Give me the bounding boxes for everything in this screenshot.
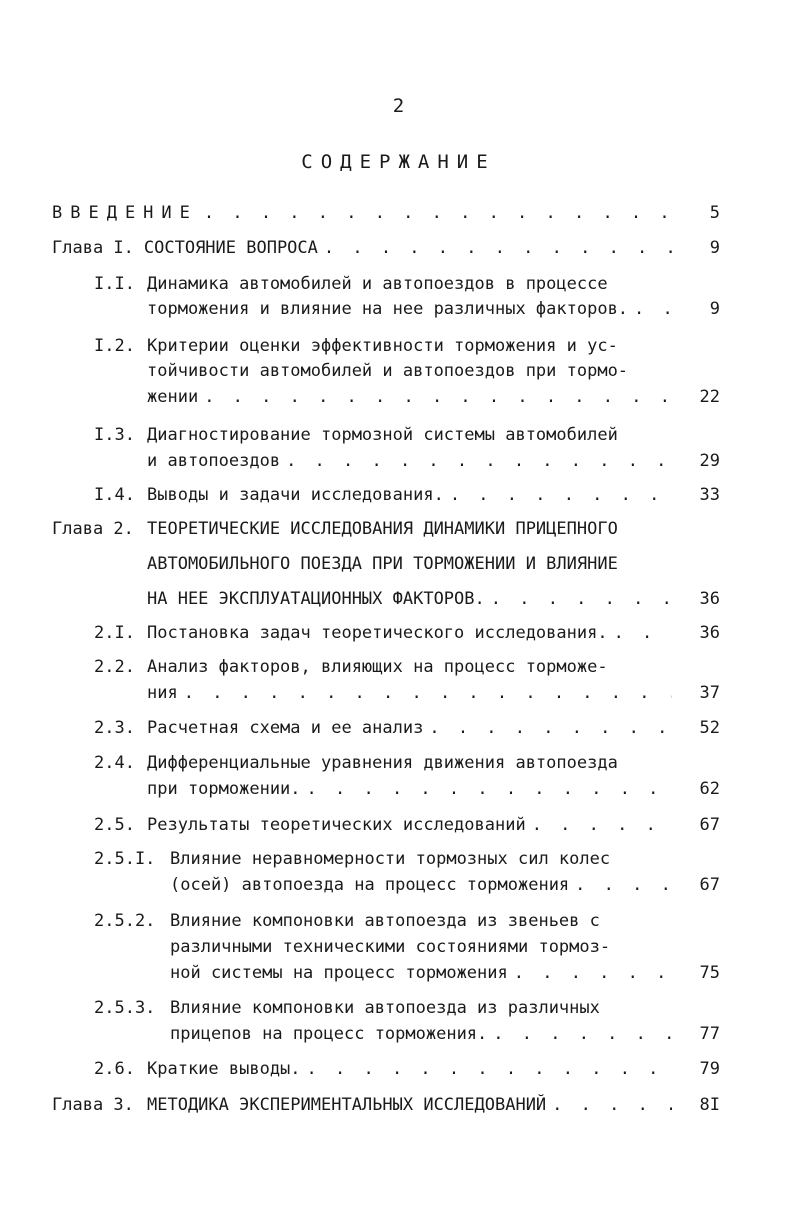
toc-number: Глава I. — [52, 238, 134, 258]
toc-line: ТЕОРЕТИЧЕСКИЕ ИССЛЕДОВАНИЯ ДИНАМИКИ ПРИЦЕПНОГО — [147, 519, 618, 539]
toc-number: 2.4. — [94, 753, 135, 773]
toc-number: I.I. — [94, 274, 135, 294]
toc-page: 5 — [709, 203, 720, 223]
toc-entry-1-2 — [147, 385, 672, 409]
toc-line: Критерии оценки эффективности торможения и ус- — [147, 336, 618, 356]
toc-line: Динамика автомобилей и автопоездов в процессе — [147, 274, 608, 294]
toc-page: 79 — [699, 1059, 720, 1079]
leader-dots — [569, 873, 672, 897]
toc-page: 33 — [699, 485, 720, 505]
toc-entry-2-5 — [147, 813, 672, 837]
toc-number: 2.5.I. — [94, 849, 156, 869]
leader-dots — [198, 201, 672, 225]
toc-line: (осей) автопоезда на процесс торможения — [170, 875, 570, 895]
toc-number: I.3. — [94, 425, 135, 445]
toc-page: 36 — [699, 589, 720, 609]
toc-line: Влияние компоновки автопоезда из различных — [170, 998, 600, 1018]
toc-entry-2-6 — [147, 1057, 672, 1081]
toc-entry-chapter-2 — [147, 587, 672, 611]
toc-page: 9 — [709, 238, 720, 258]
toc-line: Расчетная схема и ее анализ — [147, 718, 424, 738]
toc-line: различными техническими состояниями тормоз- — [170, 937, 611, 957]
page-title: СОДЕРЖАНИЕ — [301, 151, 496, 173]
leader-dots — [423, 716, 672, 740]
toc-page: 77 — [699, 1024, 720, 1044]
toc-entry-1-1 — [147, 297, 672, 321]
toc-line: Выводы и задачи исследования. — [147, 485, 444, 505]
toc-page: 75 — [699, 963, 720, 983]
toc-page: 67 — [699, 875, 720, 895]
leader-dots — [508, 961, 672, 985]
leader-dots — [318, 236, 672, 260]
toc-entry-2-1 — [147, 621, 672, 645]
toc-number: I.2. — [94, 336, 135, 356]
leader-dots — [485, 587, 672, 611]
toc-number: 2.5. — [94, 815, 135, 835]
toc-page: 29 — [699, 451, 720, 471]
toc-line: Влияние компоновки автопоезда из звеньев с — [170, 911, 600, 931]
toc-entry-1-4 — [147, 483, 672, 507]
toc-entry-1-3 — [147, 449, 672, 473]
toc-page: 37 — [699, 683, 720, 703]
leader-dots — [178, 681, 672, 705]
toc-page: 8I — [699, 1095, 720, 1115]
toc-line: МЕТОДИКА ЭКСПЕРИМЕНТАЛЬНЫХ ИССЛЕДОВАНИЙ — [147, 1095, 547, 1115]
toc-line: торможения и влияние на нее различных факторов. — [147, 299, 629, 319]
toc-number: 2.I. — [94, 623, 135, 643]
leader-dots — [444, 483, 672, 507]
toc-page: 22 — [699, 387, 720, 407]
leader-dots — [526, 813, 672, 837]
toc-page: 36 — [699, 623, 720, 643]
toc-line: Краткие выводы. — [147, 1059, 301, 1079]
toc-line: АВТОМОБИЛЬНОГО ПОЕЗДА ПРИ ТОРМОЖЕНИИ И ВЛИЯНИЕ — [147, 554, 618, 574]
toc-page: 52 — [699, 718, 720, 738]
toc-page: 67 — [699, 815, 720, 835]
leader-dots — [301, 1057, 672, 1081]
toc-number: Глава 3. — [52, 1095, 134, 1115]
toc-entry-2-3 — [147, 716, 672, 740]
toc-page: 62 — [699, 779, 720, 799]
toc-entry-intro — [52, 201, 672, 225]
toc-entry-2-5-3 — [170, 1022, 672, 1046]
toc-number: 2.6. — [94, 1059, 135, 1079]
page-number: 2 — [392, 95, 405, 117]
toc-entry-chapter-3 — [147, 1093, 672, 1117]
toc-line: и автопоездов — [147, 451, 281, 471]
toc-number: Глава 2. — [52, 519, 134, 539]
toc-label: СОСТОЯНИЕ ВОПРОСА — [143, 238, 318, 258]
leader-dots — [198, 385, 672, 409]
toc-entry-2-5-2 — [170, 961, 672, 985]
toc-line: НА НЕЕ ЭКСПЛУАТАЦИОННЫХ ФАКТОРОВ. — [147, 589, 485, 609]
toc-number: 2.5.3. — [94, 998, 156, 1018]
leader-dots — [487, 1022, 672, 1046]
toc-line: Диагностирование тормозной системы автомобилей — [147, 425, 618, 445]
toc-entry-2-2 — [147, 681, 672, 705]
leader-dots — [301, 777, 672, 801]
leader-dots — [546, 1093, 672, 1117]
toc-line: при торможении. — [147, 779, 301, 799]
toc-entry-2-5-1 — [170, 873, 672, 897]
toc-line: Анализ факторов, влияющих на процесс торможе- — [147, 657, 608, 677]
toc-line: ния — [147, 683, 178, 703]
toc-entry-chapter-1 — [52, 236, 672, 260]
toc-line: ной системы на процесс торможения — [170, 963, 508, 983]
toc-number: I.4. — [94, 485, 135, 505]
toc-line: Постановка задач теоретического исследования. — [147, 623, 608, 643]
toc-line: Дифференциальные уравнения движения автопоезда — [147, 753, 618, 773]
toc-line: прицепов на процесс торможения. — [170, 1024, 488, 1044]
toc-number: 2.3. — [94, 718, 135, 738]
toc-entry-2-4 — [147, 777, 672, 801]
toc-page: 9 — [709, 299, 720, 319]
leader-dots — [280, 449, 672, 473]
toc-number: 2.5.2. — [94, 911, 156, 931]
toc-label: ВВЕДЕНИЕ — [52, 203, 198, 223]
toc-line: Результаты теоретических исследований — [147, 815, 526, 835]
toc-number: 2.2. — [94, 657, 135, 677]
toc-line: Влияние неравномерности тормозных сил колес — [170, 849, 611, 869]
toc-line: жении — [147, 387, 199, 407]
toc-line: тойчивости автомобилей и автопоездов при тормо- — [147, 361, 629, 381]
